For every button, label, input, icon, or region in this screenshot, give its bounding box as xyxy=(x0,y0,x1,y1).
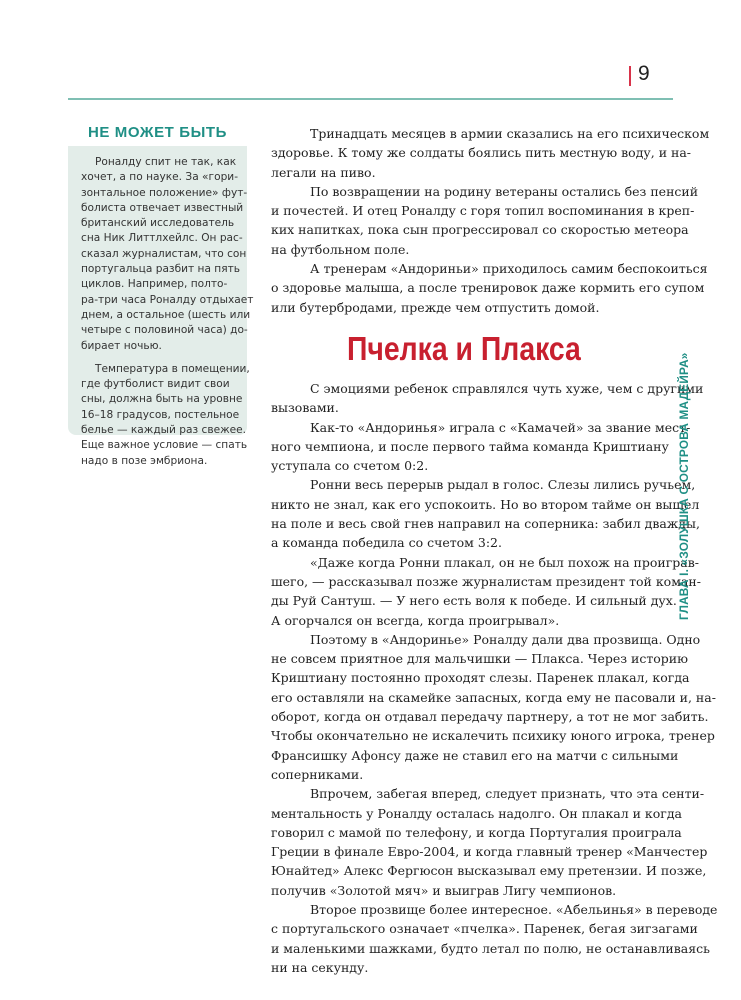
text-line: соперниками. xyxy=(271,766,364,782)
text-line: сна Ник Литтлхейлс. Он рас- xyxy=(81,232,243,245)
text-line: бирает ночью. xyxy=(81,339,162,352)
text-line: Греции в финале Евро-2004, и когда главный тренер «Манчестер xyxy=(271,844,708,860)
text-line: уступала со счетом 0:2. xyxy=(271,458,429,474)
main-text xyxy=(271,379,717,977)
text-line: ного чемпиона, и после первого тайма команда Криштиану xyxy=(271,438,669,454)
paragraph xyxy=(271,379,717,418)
page-number-divider xyxy=(629,66,631,86)
text-line: вызовами. xyxy=(271,400,339,416)
text-line: хочет, а по науке. За «гори- xyxy=(81,171,239,184)
text-line: сны, должна быть на уровне xyxy=(81,393,243,406)
sidebar-paragraph-1 xyxy=(81,155,254,354)
text-line: А тренерам «Андориньи» приходилось самим беспокоиться xyxy=(310,261,708,277)
paragraph xyxy=(271,900,717,977)
text-line: Температура в помещении, xyxy=(95,362,250,375)
running-head xyxy=(677,310,707,620)
text-line: Юнайтед» Алекс Фергюсон высказывал ему претензии. И позже, xyxy=(271,863,707,879)
text-line: Роналду спит не так, как xyxy=(95,156,237,168)
text-line: оборот, когда он отдавал передачу партнеру, а тот не мог забить. xyxy=(271,709,709,725)
text-line: Криштиану постоянно проходят слезы. Паренек плакал, когда xyxy=(271,670,690,686)
paragraph xyxy=(271,259,709,317)
text-line: Впрочем, забегая вперед, следует признать, что эта сенти- xyxy=(310,786,705,802)
text-line: болиста отвечает известный xyxy=(81,201,244,214)
sidebar-paragraph-2 xyxy=(81,362,250,469)
paragraph xyxy=(271,475,717,552)
sidebar-title: НЕ МОЖЕТ БЫТЬ xyxy=(87,124,228,141)
text-line: ких напитках, пока сын прогрессировал со скоростью метеора xyxy=(271,222,689,238)
text-line: Тринадцать месяцев в армии сказались на его психическом xyxy=(310,126,710,141)
text-line: и маленькими шажками, будто летал по полю, не останавливаясь xyxy=(271,940,710,956)
text-line: ды Руй Сантуш. — У него есть воля к победе. И сильный дух. xyxy=(271,593,677,609)
text-line: ментальность у Роналду осталась надолго. Он плакал и когда xyxy=(271,805,682,821)
text-line: ни на секунду. xyxy=(271,959,369,975)
text-line: с португальского означает «пчелка». Паренек, бегая зигзагами xyxy=(271,921,698,937)
text-line: на футбольном поле. xyxy=(271,241,410,257)
text-line: днем, а остальное (шесть или xyxy=(81,308,251,321)
text-line: 16–18 градусов, постельное xyxy=(81,408,240,421)
text-line: Как-то «Андоринья» играла с «Камачей» за звание мест- xyxy=(310,419,691,435)
text-line: его оставляли на скамейке запасных, когда ему не пасовали и, на- xyxy=(271,689,716,705)
text-line: и почестей. И отец Роналду с горя топил воспоминания в креп- xyxy=(271,203,695,219)
text-line: где футболист видит свои xyxy=(81,378,230,391)
text-line: А огорчался он всегда, когда проигрывал». xyxy=(271,612,560,628)
running-head-text: ГЛАВА I. «ЗОЛУШКА С ОСТРОВА МАДЕЙРА» xyxy=(677,352,691,620)
text-line: «Даже когда Ронни плакал, он не был похож на проиграв- xyxy=(310,554,699,570)
text-line: циклов. Например, полто- xyxy=(81,278,228,291)
text-line: ра-три часа Роналду отдыхает xyxy=(81,293,254,306)
text-line: Поэтому в «Андоринье» Роналду дали два прозвища. Одно xyxy=(310,631,701,647)
text-line: легали на пиво. xyxy=(271,164,376,180)
text-line: сказал журналистам, что сон xyxy=(81,247,247,260)
text-line: Чтобы окончательно не искалечить психику юного игрока, тренер xyxy=(271,728,715,744)
text-line: британский исследователь xyxy=(81,217,235,230)
text-line: о здоровье малыша, а после тренировок даже кормить его супом xyxy=(271,280,705,296)
header-rule xyxy=(68,98,673,100)
paragraph xyxy=(271,182,709,259)
text-line: а команда победила со счетом 3:2. xyxy=(271,535,502,551)
text-line: надо в позе эмбриона. xyxy=(81,454,208,467)
text-line: Второе прозвище более интересное. «Абельинья» в переводе xyxy=(310,902,718,918)
text-line: говорил с мамой по телефону, и когда Португалия проиграла xyxy=(271,824,682,840)
text-line: не совсем приятное для мальчишки — Плакса. Через историю xyxy=(271,651,689,667)
text-line: белье — каждый раз свежее. xyxy=(81,424,247,437)
sidebar-box xyxy=(68,146,254,467)
text-line: С эмоциями ребенок справлялся чуть хуже, чем с другими xyxy=(310,381,704,396)
paragraph xyxy=(271,553,717,630)
text-line: четыре с половиной часа) до- xyxy=(81,324,248,337)
page-number: 9 xyxy=(638,62,650,85)
text-line: шего, — рассказывал позже журналистам президент той коман- xyxy=(271,573,701,589)
text-line: По возвращении на родину ветераны остались без пенсий xyxy=(310,183,699,199)
text-line: Франсишку Афонсу даже не ставил его на матчи с сильными xyxy=(271,747,679,763)
section-heading: Пчелка и Плакса xyxy=(347,330,581,367)
text-line: зонтальное положение» фут- xyxy=(81,186,248,199)
paragraph xyxy=(271,784,717,900)
intro-text xyxy=(271,124,709,317)
text-line: Еще важное условие — спать xyxy=(81,439,248,452)
text-line: здоровье. К тому же солдаты боялись пить местную воду, и на- xyxy=(271,145,692,161)
text-line: на поле и весь свой гнев направил на соперника: забил дважды, xyxy=(271,516,700,532)
paragraph xyxy=(271,124,709,182)
text-line: португальца разбит на пять xyxy=(81,263,241,276)
paragraph xyxy=(271,630,717,784)
text-line: Ронни весь перерыв рыдал в голос. Слезы лились ручьем, xyxy=(310,477,696,493)
text-line: получив «Золотой мяч» и выиграв Лигу чемпионов. xyxy=(271,882,617,898)
text-line: никто не знал, как его успокоить. Но во втором тайме он вышел xyxy=(271,496,700,512)
paragraph xyxy=(271,418,717,476)
text-line: или бутербродами, прежде чем отпустить домой. xyxy=(271,299,600,315)
